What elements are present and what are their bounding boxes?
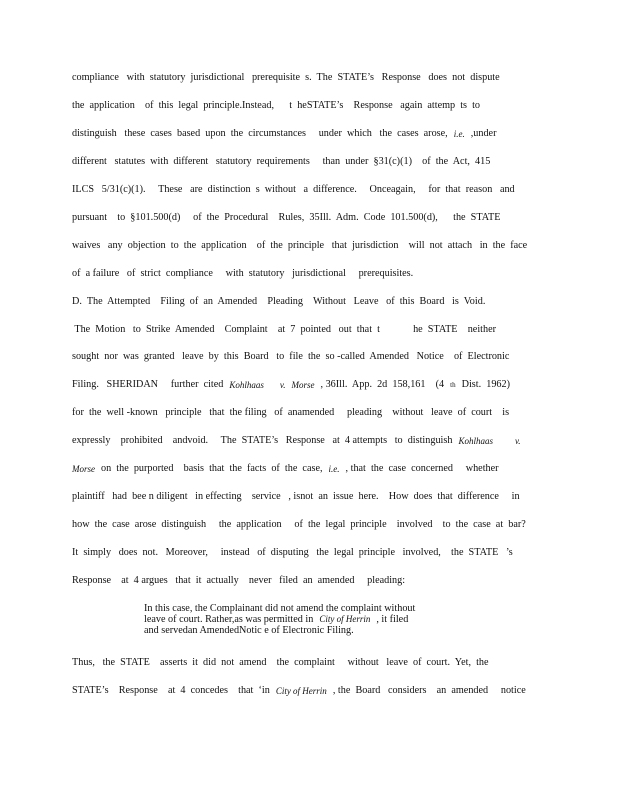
text-line-17: how the case arose distinguish the application of the legal principle involved to the case at bar? [72,519,526,530]
text-line-7: waives any objection to the application of the principle that jurisdiction will not attach in the face [72,240,528,251]
text-line-10: The Motion to Strike Amended Complaint at 7 pointed out that t he STATE neither [72,324,496,335]
ordinal-suffix: th [450,381,456,389]
case-name-city-of-herrin: City of Herrin [319,614,371,624]
text-line-5: ILCS 5/31(c)(1). These are distinction s without a difference. Onceagain, for that reason and [72,184,515,195]
text-line-2: the application of this legal principle.Instead, t heSTATE’s Response again attemp ts to [72,100,481,111]
text-line-18: It simply does not. Moreover, instead of disputing the legal principle involved, the STATE ’s [72,547,513,558]
text-line-16: plaintiff had bee n diligent in effecting service , isnot an issue here. How does that difference in [72,491,520,502]
section-heading-d: D. The Attempted Filing of an Amended Pleading Without Leave of this Board is Void. [72,296,486,307]
block-quote [144,603,464,636]
case-name-city-of-herrin-2: City of Herrin [275,686,327,696]
case-name-kohlhaas-2: Kohlhaas [458,436,493,446]
quote-line-2: leave of court. Rather,as was permitted in City of Herrin , it filed [144,614,409,625]
case-name-kohlhaas: Kohlhaas [229,380,264,390]
text-line-8: of a failure of strict compliance with statutory jurisdictional prerequisites. [72,268,414,279]
case-name-morse: Morse [291,380,315,390]
text-line-6: pursuant to §101.500(d) of the Procedural Rules, 35Ill. Adm. Code 101.500(d), the STATE [72,212,501,223]
text-line-13: for the well -known principle that the filing of anamended pleading without leave of court is [72,407,510,418]
text-line-11: sought nor was granted leave by this Board to file the so -called Amended Notice of Electronic [72,351,510,362]
text-line-20: Thus, the STATE asserts it did not amend the complaint without leave of court. Yet, the [72,657,489,668]
ie-abbrev: i.e. [453,129,465,139]
versus-abbrev-2: v. [514,436,521,446]
text-line-3: distinguish these cases based upon the circumstances under which the cases arose, i.e. ,under [72,128,497,139]
quote-line-1: In this case, the Complainant did not amend the complaint without [144,603,416,614]
versus-abbrev: v. [279,380,286,390]
text-line-12: Filing. SHERIDAN further cited Kohlhaas v. Morse , 36Ill. App. 2d 158,161 (4 th Dist. 1962) [72,379,510,390]
text-line-15: Morse on the purported basis that the facts of the case, i.e. , that the case concerned whether [72,463,499,474]
text-line-19: Response at 4 argues that it actually never filed an amended pleading: [72,575,406,586]
text-line-4: different statutes with different statutory requirements than under §31(c)(1) of the Act, 415 [72,156,491,167]
case-name-morse-2: Morse [72,464,95,474]
text-line-21: STATE’s Response at 4 concedes that ‘in City of Herrin , the Board considers an amended notice [72,685,526,696]
text-line-14: expressly prohibited andvoid. The STATE’s Response at 4 attempts to distinguish Kohlhaas v. [72,435,521,446]
text-line-1: compliance with statutory jurisdictional prerequisite s. The STATE’s Response does not dispute [72,72,500,83]
quote-line-3: and servedan AmendedNotic e of Electronic Filing. [144,625,354,636]
ie-abbrev-2: i.e. [328,464,340,474]
